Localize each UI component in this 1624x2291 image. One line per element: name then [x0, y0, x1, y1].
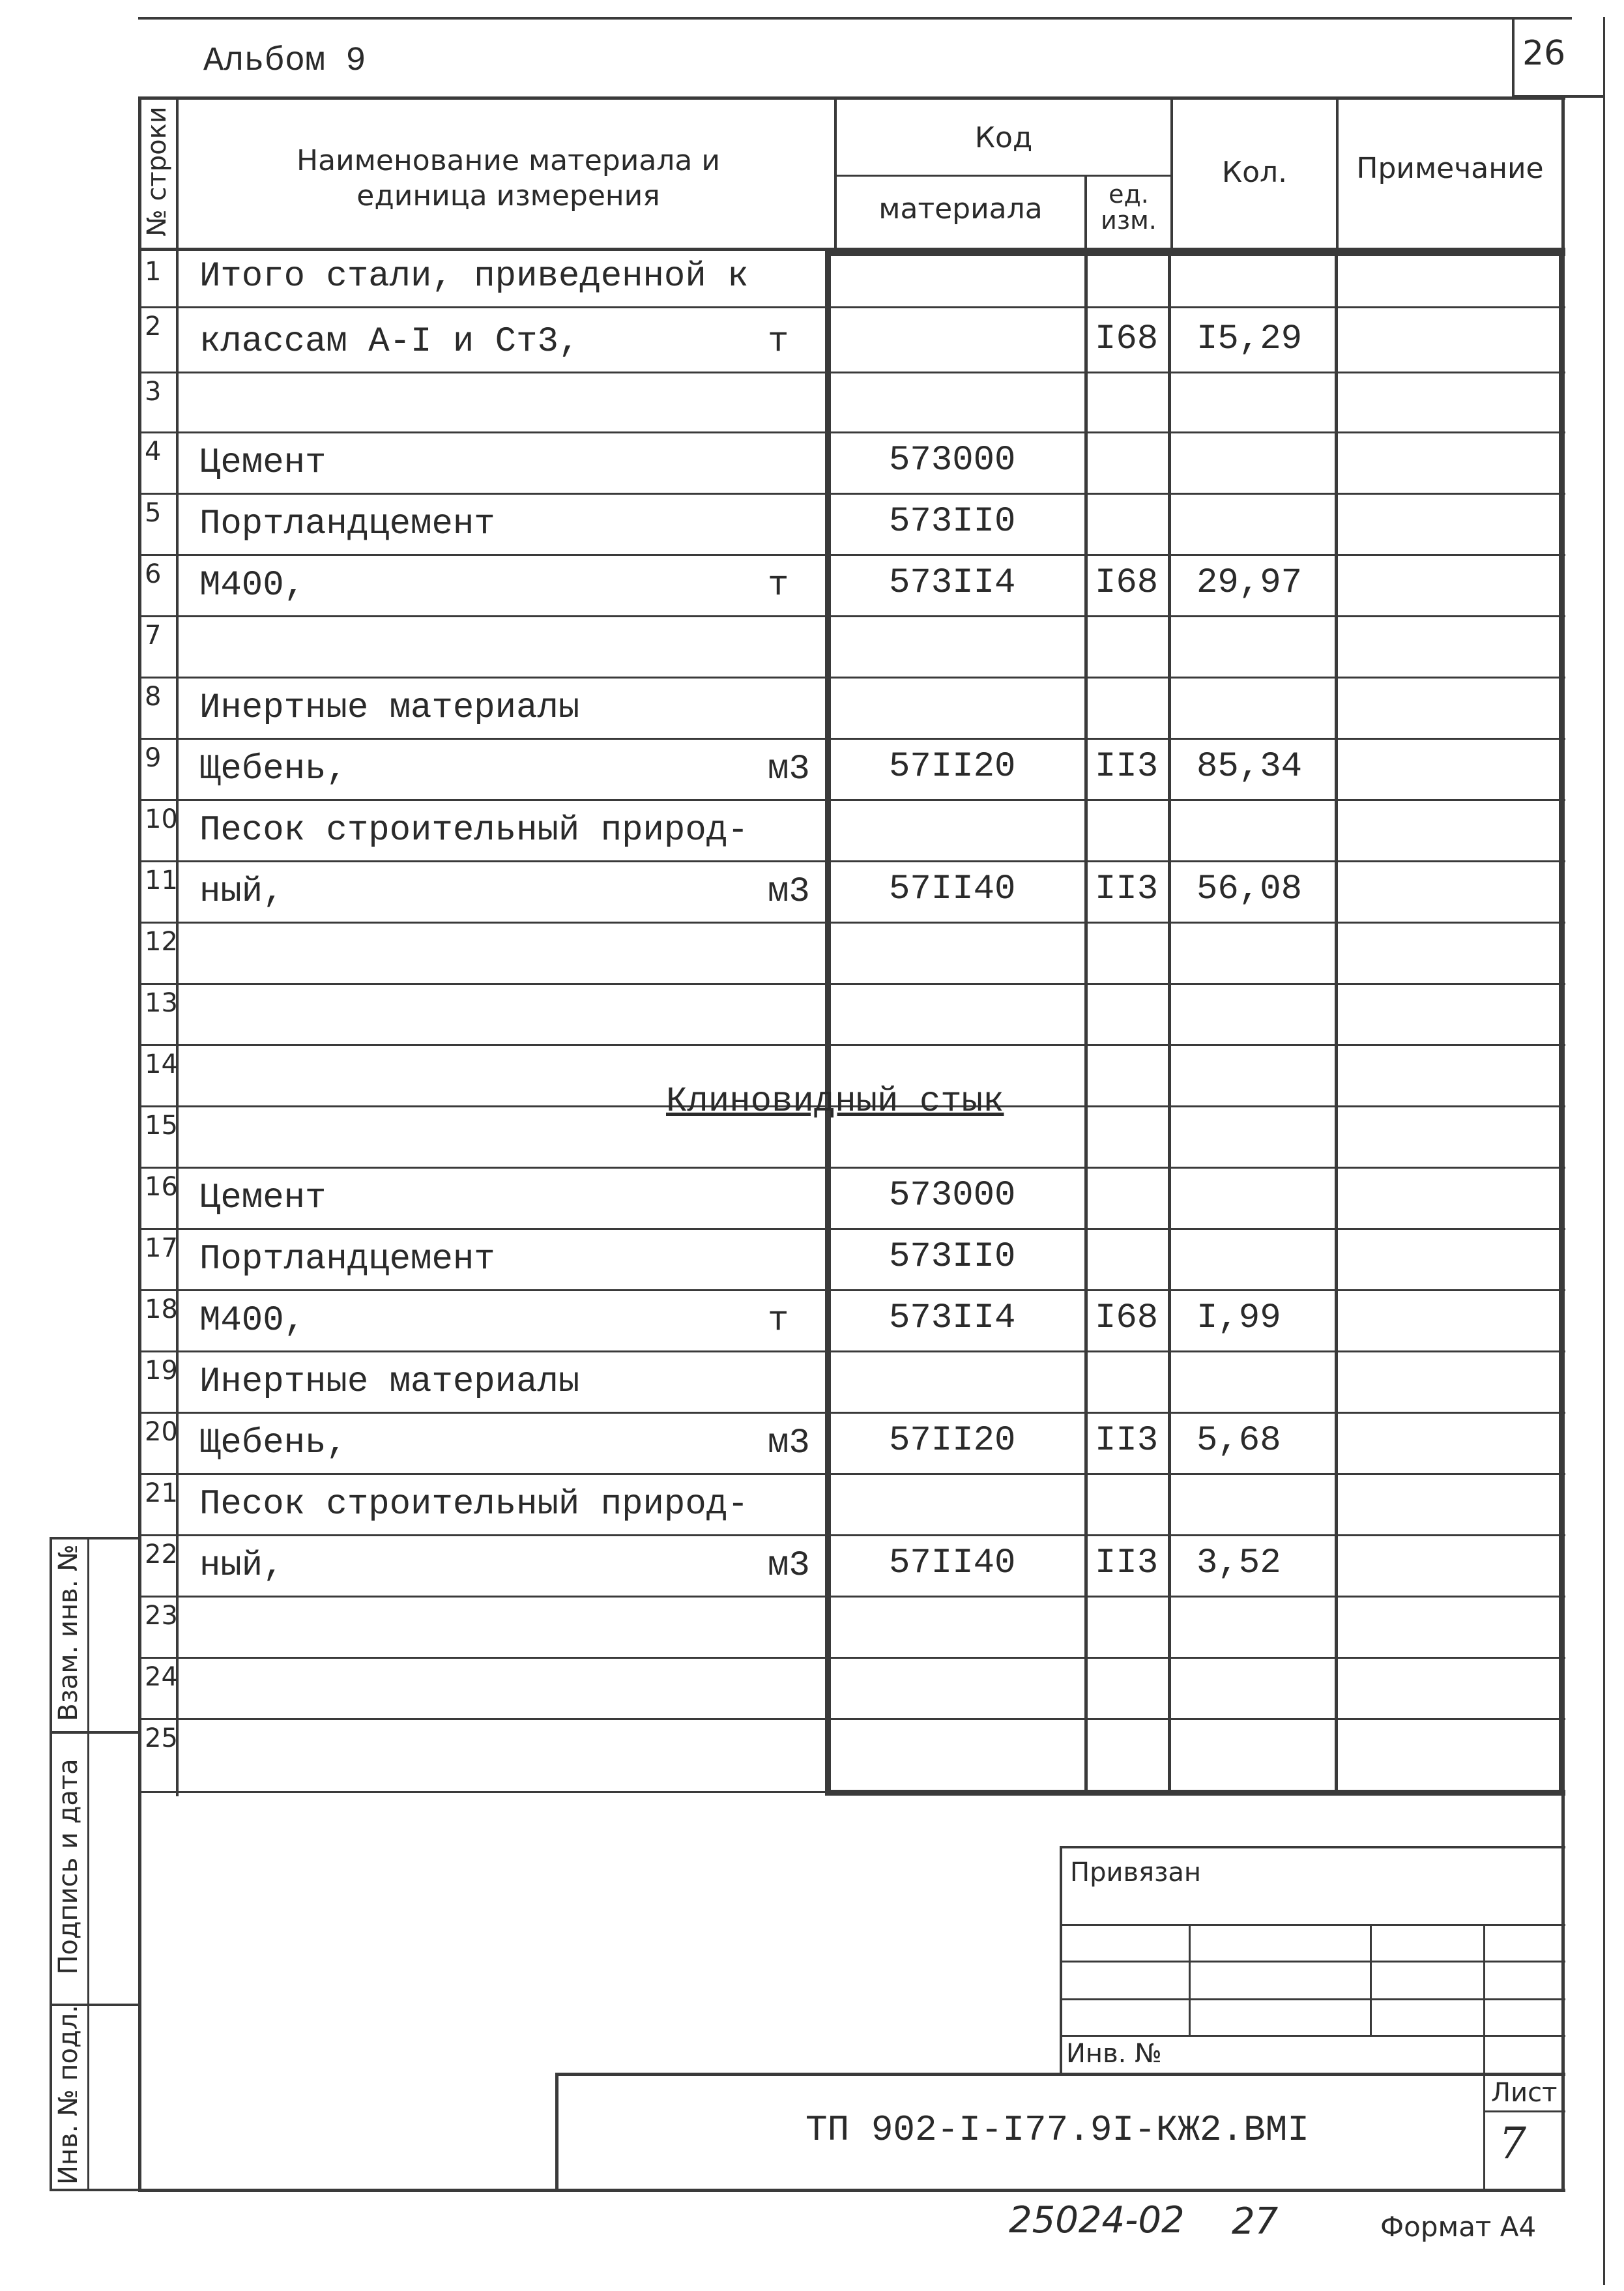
- row-number: 6: [145, 559, 162, 589]
- row-number: 11: [145, 866, 178, 896]
- footer-handwritten-page: 27: [1232, 2200, 1279, 2243]
- row-divider: [138, 372, 1565, 373]
- row-divider: [138, 493, 1565, 495]
- row-divider: [138, 306, 1565, 308]
- unit-label: т: [768, 322, 789, 362]
- material-name: ный,: [199, 1546, 284, 1586]
- row-divider: [138, 1044, 1565, 1046]
- row-number: 20: [145, 1417, 178, 1447]
- material-name: Инертные материалы: [199, 1362, 580, 1402]
- material-code: 573II0: [889, 1237, 1016, 1277]
- material-name: Песок строительный природ-: [199, 1485, 749, 1525]
- row-number: 4: [145, 437, 162, 467]
- header-qty: Кол.: [1221, 156, 1288, 189]
- row-divider: [138, 1289, 1565, 1291]
- header-note: Примечание: [1356, 152, 1544, 185]
- quantity: 29,97: [1196, 563, 1303, 603]
- material-code: 573II4: [889, 563, 1016, 603]
- material-code: 57II40: [889, 1543, 1016, 1583]
- row-divider: [138, 1718, 1565, 1720]
- unit-code: I68: [1095, 563, 1159, 603]
- side-label-vzam: Взам. инв. №: [53, 1544, 83, 1721]
- material-code: 573000: [889, 1176, 1016, 1216]
- header-name: Наименование материала и единица измерения: [297, 144, 720, 212]
- material-name: Инертные материалы: [199, 688, 580, 728]
- row-number: 9: [145, 743, 162, 773]
- unit-code: II3: [1095, 747, 1159, 787]
- row-divider: [138, 1596, 1565, 1598]
- row-divider: [138, 615, 1565, 617]
- unit-label: м3: [768, 1423, 810, 1463]
- row-number: 7: [145, 620, 162, 650]
- row-number: 1: [145, 257, 162, 287]
- row-number: 16: [145, 1172, 178, 1202]
- row-number: 12: [145, 927, 178, 957]
- footer-handwritten-number: 25024-02: [1009, 2199, 1185, 2241]
- footer-format: Формат А4: [1380, 2211, 1537, 2243]
- header-code: Код: [974, 121, 1033, 154]
- row-divider: [138, 431, 1565, 433]
- row-number: 25: [145, 1723, 178, 1753]
- material-code: 57II20: [889, 1421, 1016, 1461]
- row-divider: [138, 677, 1565, 679]
- row-divider: [138, 1412, 1565, 1414]
- material-name: Итого стали, приведенной к: [199, 257, 749, 297]
- stamp-privyazan: Привязан: [1070, 1858, 1202, 1888]
- stamp-list-value: 7: [1499, 2118, 1526, 2168]
- quantity: 5,68: [1196, 1421, 1281, 1461]
- quantity: I5,29: [1196, 319, 1303, 359]
- row-number: 21: [145, 1478, 178, 1508]
- row-number: 15: [145, 1111, 178, 1141]
- quantity: I,99: [1196, 1298, 1281, 1338]
- header-row-no: № строки: [142, 106, 172, 237]
- row-number: 17: [145, 1233, 178, 1263]
- row-divider: [138, 1657, 1565, 1659]
- row-divider: [138, 922, 1565, 924]
- row-number: 14: [145, 1049, 178, 1079]
- section-title: Клиновидный стык: [666, 1082, 1004, 1122]
- stamp-inv-no: Инв. №: [1066, 2039, 1162, 2069]
- row-number: 5: [145, 498, 162, 528]
- unit-code: I68: [1095, 319, 1159, 359]
- row-divider: [138, 1350, 1565, 1352]
- row-divider: [138, 1473, 1565, 1475]
- quantity: 3,52: [1196, 1543, 1281, 1583]
- row-divider: [138, 1167, 1565, 1169]
- quantity: 85,34: [1196, 747, 1303, 787]
- row-divider: [138, 554, 1565, 556]
- row-number: 8: [145, 682, 162, 712]
- row-number: 2: [145, 312, 162, 342]
- material-name: Портландцемент: [199, 504, 495, 544]
- row-number: 3: [145, 377, 162, 407]
- material-name: Щебень,: [199, 750, 347, 789]
- album-title: Альбом 9: [203, 42, 366, 80]
- row-divider: [138, 1791, 1565, 1793]
- material-name: классам А-I и Ст3,: [199, 322, 580, 362]
- row-number: 18: [145, 1294, 178, 1324]
- row-number: 10: [145, 804, 178, 834]
- material-name: Цемент: [199, 1178, 326, 1218]
- page-number: 26: [1522, 34, 1566, 73]
- unit-code: I68: [1095, 1298, 1159, 1338]
- row-number: 24: [145, 1662, 178, 1692]
- unit-label: м3: [768, 1546, 810, 1586]
- row-divider: [138, 983, 1565, 985]
- row-divider: [138, 860, 1565, 862]
- side-label-podpis: Подпись и дата: [53, 1758, 83, 1975]
- stamp-doc-code: ТП 902-I-I77.9I-КЖ2.ВМI: [805, 2109, 1309, 2151]
- material-code: 573000: [889, 441, 1016, 480]
- material-code: 57II20: [889, 747, 1016, 787]
- material-name: М400,: [199, 1301, 306, 1341]
- unit-label: м3: [768, 750, 810, 789]
- side-label-inv-podl: Инв. № подл.: [53, 2005, 83, 2185]
- row-divider: [138, 799, 1565, 801]
- header-unit-code: ед. изм.: [1101, 180, 1157, 235]
- header-material-code: материала: [878, 192, 1043, 226]
- material-name: М400,: [199, 566, 306, 606]
- row-number: 13: [145, 988, 178, 1018]
- stamp-list-label: Лист: [1491, 2078, 1558, 2108]
- material-name: ный,: [199, 872, 284, 912]
- unit-label: т: [768, 566, 789, 606]
- material-name: Цемент: [199, 443, 326, 483]
- row-divider: [138, 1534, 1565, 1536]
- row-number: 23: [145, 1601, 178, 1631]
- material-code: 573II4: [889, 1298, 1016, 1338]
- unit-code: II3: [1095, 1421, 1159, 1461]
- quantity: 56,08: [1196, 869, 1303, 909]
- unit-label: м3: [768, 872, 810, 912]
- row-divider: [138, 738, 1565, 740]
- material-code: 57II40: [889, 869, 1016, 909]
- row-number: 22: [145, 1539, 178, 1569]
- material-code: 573II0: [889, 502, 1016, 542]
- row-number: 19: [145, 1356, 178, 1386]
- material-name: Песок строительный природ-: [199, 811, 749, 851]
- unit-code: II3: [1095, 869, 1159, 909]
- unit-label: т: [768, 1301, 789, 1341]
- material-name: Щебень,: [199, 1423, 347, 1463]
- material-name: Портландцемент: [199, 1240, 495, 1279]
- unit-code: II3: [1095, 1543, 1159, 1583]
- row-divider: [138, 1228, 1565, 1230]
